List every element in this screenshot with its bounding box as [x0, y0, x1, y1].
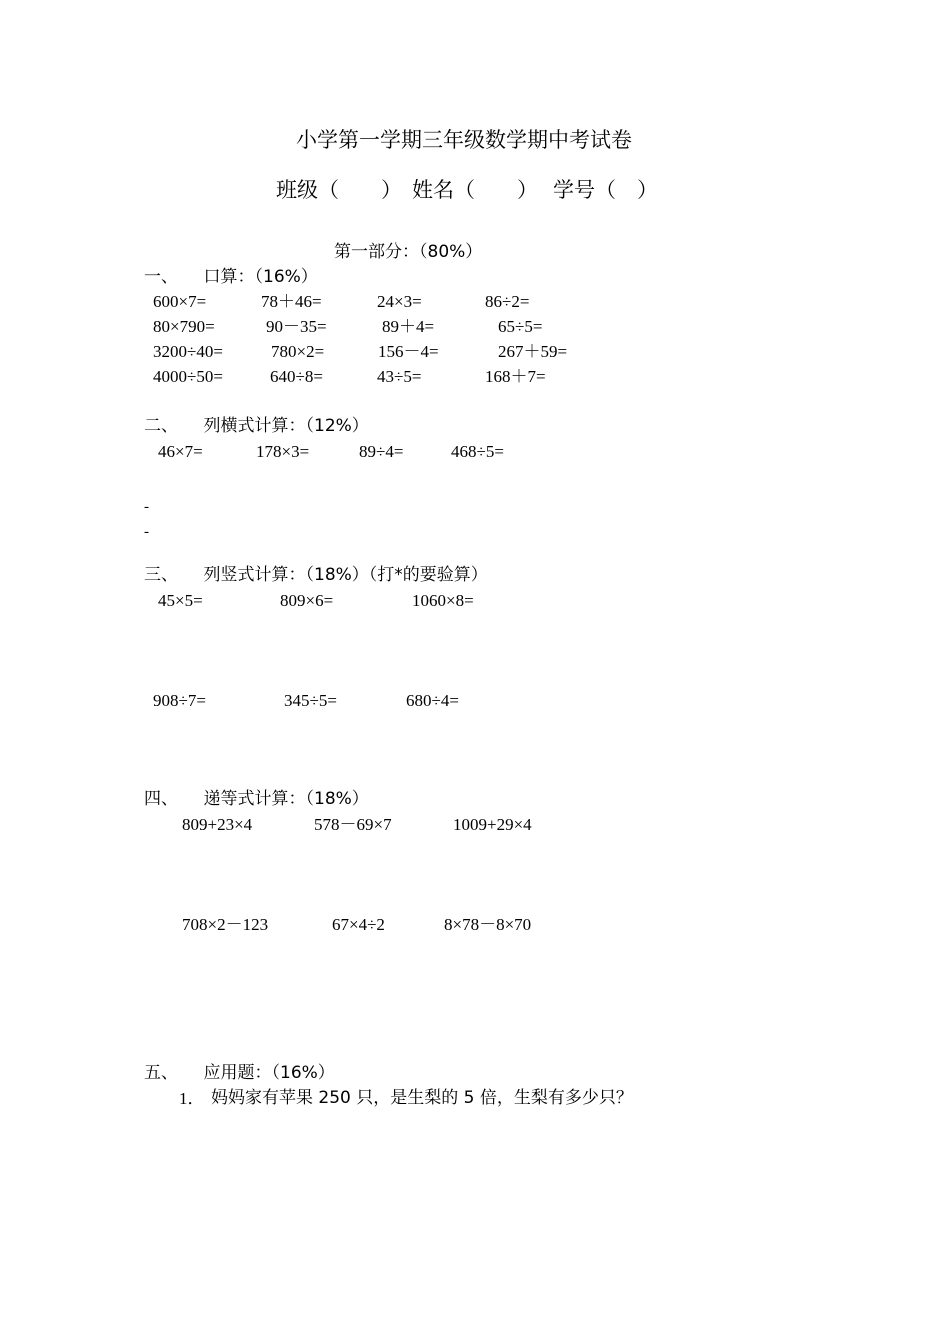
class-field: 班级（ ）: [276, 178, 402, 202]
name-field: 姓名（ ）: [412, 178, 538, 202]
oral-item: 90－35=: [266, 317, 327, 336]
oral-item: 65÷5=: [498, 317, 543, 336]
stepwise-item: 809+23×4: [182, 815, 253, 834]
oral-item: 168＋7=: [485, 367, 546, 386]
section-four-heading: 四、 递等式计算：（18%）: [144, 789, 369, 809]
section-three-heading: 三、 列竖式计算：（18%）（打*的要验算）: [144, 565, 488, 585]
stepwise-item: 8×78－8×70: [444, 915, 532, 934]
section-two-heading: 二、 列横式计算：（12%）: [144, 416, 369, 436]
horizontal-item: 468÷5=: [451, 442, 504, 461]
vertical-item: 45×5=: [158, 591, 203, 610]
vertical-item: 908÷7=: [153, 691, 206, 710]
horizontal-item: 46×7=: [158, 442, 203, 461]
vertical-item: 1060×8=: [412, 591, 474, 610]
horizontal-item: 89÷4=: [359, 442, 404, 461]
part-one-heading: 第一部分：（80%）: [334, 242, 483, 262]
exam-title: 小学第一学期三年级数学期中考试卷: [296, 128, 632, 152]
oral-item: 640÷8=: [270, 367, 323, 386]
oral-item: 86÷2=: [485, 292, 530, 311]
oral-item: 3200÷40=: [153, 342, 223, 361]
section-one-heading: 一、 口算：（16%）: [144, 267, 318, 287]
oral-item: 80×790=: [153, 317, 215, 336]
question-number: 1．: [179, 1089, 205, 1108]
section-five-heading: 五、 应用题：（16%）: [144, 1063, 335, 1083]
stepwise-item: 578－69×7: [314, 815, 392, 834]
oral-item: 89＋4=: [382, 317, 435, 336]
vertical-item: 680÷4=: [406, 691, 459, 710]
oral-item: 78＋46=: [261, 292, 322, 311]
stray-mark: -: [144, 524, 149, 540]
student-number-field: 学号（ ）: [553, 178, 658, 202]
stray-mark: -: [144, 499, 149, 515]
stepwise-item: 1009+29×4: [453, 815, 532, 834]
horizontal-item: 178×3=: [256, 442, 310, 461]
oral-item: 156－4=: [378, 342, 439, 361]
oral-item: 267＋59=: [498, 342, 568, 361]
oral-item: 4000÷50=: [153, 367, 223, 386]
oral-item: 43÷5=: [377, 367, 422, 386]
oral-item: 600×7=: [153, 292, 207, 311]
stepwise-item: 708×2－123: [182, 915, 269, 934]
word-problem-text: 妈妈家有苹果 250 只，是生梨的 5 倍，生梨有多少只？: [211, 1088, 633, 1108]
stepwise-item: 67×4÷2: [332, 915, 385, 934]
oral-item: 780×2=: [271, 342, 325, 361]
vertical-item: 345÷5=: [284, 691, 337, 710]
oral-item: 24×3=: [377, 292, 422, 311]
vertical-item: 809×6=: [280, 591, 334, 610]
